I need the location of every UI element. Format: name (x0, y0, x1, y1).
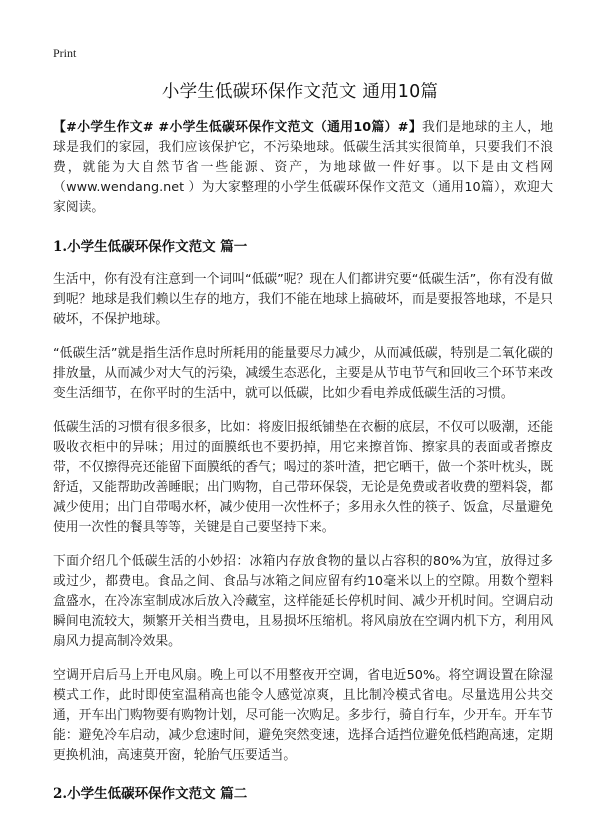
intro-tag: 【#小学生作文# #小学生低碳环保作文范文（通用10篇）#】 (53, 120, 422, 135)
section-1-paragraph-4: 下面介绍几个低碳生活的小妙招：冰箱内存放食物的量以占容积的80%为宜，放得过多或过少，都费电。食品之间、食品与冰箱之间应留有约10毫米以上的空隙。用数个塑料盒盛水，在冷冻室制成冰后放入冷藏室，这样能延长停机时间、减少开机时间。空调启动瞬间电流较大，频繁开关相当费电，且易损坏压缩机。将风扇放在空调内机下方，利用风扇风力提高制冷效果。 (53, 554, 553, 649)
article-body (53, 118, 553, 802)
section-1-paragraph-2: “低碳生活”就是指生活作息时所耗用的能量要尽力减少，从而减低碳，特别是二氧化碳的排放量，从而减少对大气的污染，减缓生态恶化，主要是从节电节气和回收三个环节来改变生活细节，在你平时的生活中，就可以低碳，比如少看电养成低碳生活的习惯。 (53, 346, 553, 401)
section-1-paragraph-5: 空调开启后马上开电风扇。晚上可以不用整夜开空调，省电近50%。将空调设置在除湿模式工作，此时即使室温稍高也能令人感觉凉爽，且比制冷模式省电。尽量选用公共交通，开车出门购物要有购物计划，尽可能一次购足。多步行，骑自行车，少开车。开车节能：避免冷车启动，减少怠速时间，避免突然变速，选择合适挡位避免低档跑高速，定期更换机油，高速莫开窗，轮胎气压要适当。 (53, 668, 553, 763)
intro-paragraph (53, 118, 553, 218)
intro-text: 我们是地球的主人，地球是我们的家园，我们应该保护它，不污染地球。低碳生活其实很简单，只要我们不浪费，就能为大自然节省一些能源、资产，为地球做一件好事。以下是由文档网（www.wendang.net ）为大家整理的小学生低碳环保作文范文（通用10篇），欢迎大家阅读。 (53, 120, 554, 215)
page-title: 小学生低碳环保作文范文 通用10篇 (161, 82, 439, 102)
section-heading-2: 2.小学生低碳环保作文范文 篇二 (53, 786, 248, 802)
print-link[interactable]: Print (53, 46, 77, 60)
section-1-paragraph-3: 低碳生活的习惯有很多很多，比如：将废旧报纸铺垫在衣橱的底层，不仅可以吸潮，还能吸收衣柜中的异味；用过的面膜纸也不要扔掉，用它来擦首饰、擦家具的表面或者擦皮带，不仅擦得亮还能留下面膜纸的香气；喝过的茶叶渣，把它晒干，做一个茶叶枕头，既舒适，又能帮助改善睡眠；出门购物，自己带环保袋，无论是免费或者收费的塑料袋，都减少使用；出门自带喝水杯，减少使用一次性杯子；多用永久性的筷子、饭盒，尽量避免使用一次性的餐具等等，关键是自己要坚持下来。 (53, 420, 553, 535)
section-heading-1: 1.小学生低碳环保作文范文 篇一 (53, 239, 248, 255)
section-1-paragraph-1: 生活中，你有没有注意到一个词叫“低碳”呢？现在人们都讲究要“低碳生活”，你有没有做到呢？地球是我们赖以生存的地方，我们不能在地球上搞破坏，而是要报答地球，不是只破坏，不保护地球。 (53, 272, 554, 327)
